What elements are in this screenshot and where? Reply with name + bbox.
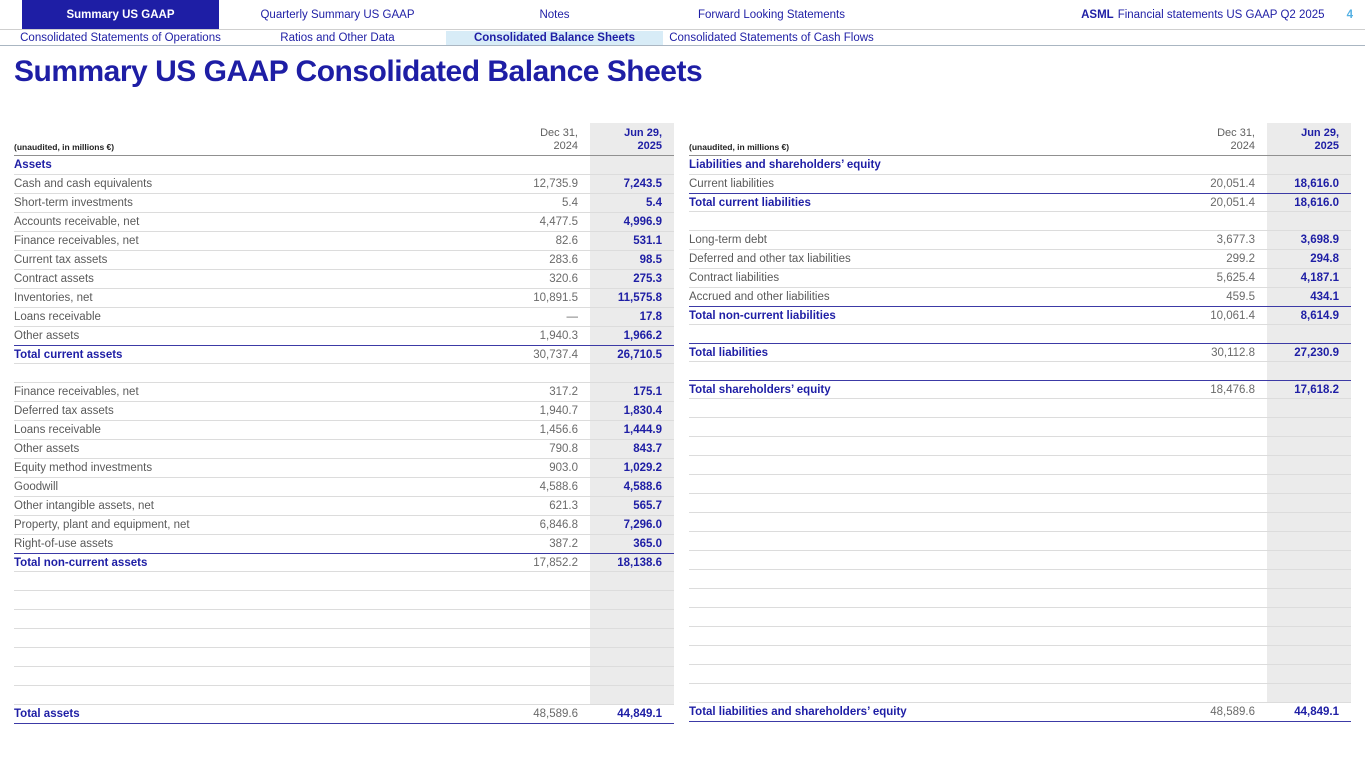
value-dec-2024	[470, 591, 590, 609]
value-jun-2025: 3,698.9	[1267, 231, 1351, 249]
value-dec-2024	[1147, 665, 1267, 683]
value-jun-2025: 843.7	[590, 440, 674, 458]
value-dec-2024: 48,589.6	[1210, 706, 1255, 718]
value-dec-2024: 790.8	[549, 443, 578, 455]
value-dec-2024: 459.5	[1226, 291, 1255, 303]
row-label	[689, 362, 1147, 380]
row-label: Accounts receivable, net	[14, 216, 140, 228]
liabilities-equity-table-body	[689, 156, 1351, 722]
table-row-item	[689, 250, 1351, 269]
assets-table	[14, 123, 674, 724]
row-label: Other assets	[14, 443, 80, 455]
subtab-label: Consolidated Balance Sheets	[473, 32, 636, 44]
value-jun-2025: 26,710.5	[590, 346, 674, 363]
value-jun-2025	[1267, 399, 1351, 417]
value-dec-2024	[1147, 437, 1267, 455]
value-dec-2024	[1147, 362, 1267, 380]
table-row-item	[14, 459, 674, 478]
value-jun-2025: 1,830.4	[590, 402, 674, 420]
row-label: Total assets	[14, 708, 80, 720]
value-dec-2024	[470, 686, 590, 704]
value-dec-2024	[1147, 418, 1267, 436]
column-header-dec-2024	[1147, 127, 1267, 155]
table-row-total	[689, 306, 1351, 325]
row-label: Assets	[14, 159, 52, 171]
value-jun-2025	[1267, 156, 1351, 174]
table-row-blank	[14, 648, 674, 667]
value-dec-2024	[1147, 551, 1267, 569]
value-jun-2025	[590, 648, 674, 666]
row-label: Long-term debt	[689, 234, 767, 246]
assets-table-header	[14, 123, 674, 156]
value-dec-2024	[470, 572, 590, 590]
table-row-blank	[689, 513, 1351, 532]
row-label	[689, 399, 1147, 417]
value-jun-2025	[1267, 589, 1351, 607]
value-dec-2024: 5.4	[562, 197, 578, 209]
row-label: Contract liabilities	[689, 272, 780, 284]
row-label: Deferred and other tax liabilities	[689, 253, 851, 265]
value-jun-2025: 4,996.9	[590, 213, 674, 231]
page-title: Summary US GAAP Consolidated Balance Sheets	[14, 55, 703, 88]
value-jun-2025	[1267, 494, 1351, 512]
row-label	[689, 437, 1147, 455]
value-dec-2024: 283.6	[549, 254, 578, 266]
table-row-item	[14, 213, 674, 232]
row-label	[689, 532, 1147, 550]
table-row-item	[14, 232, 674, 251]
row-label: Total current assets	[14, 349, 123, 361]
row-label	[689, 684, 1147, 702]
row-label: Equity method investments	[14, 462, 153, 474]
row-label	[689, 570, 1147, 588]
value-jun-2025: 4,187.1	[1267, 269, 1351, 287]
value-jun-2025	[590, 156, 674, 174]
value-jun-2025: 44,849.1	[1294, 706, 1339, 718]
secondary-tab-bar	[0, 31, 1365, 46]
table-row-item	[689, 231, 1351, 250]
table-row-item	[14, 383, 674, 402]
subtab-label: Consolidated Statements of Operations	[20, 32, 221, 44]
column-header-line: Jun 29,	[1301, 127, 1339, 139]
value-jun-2025	[1267, 608, 1351, 626]
table-row-blank	[689, 646, 1351, 665]
table-row-grand	[14, 705, 674, 724]
table-row-blank	[689, 665, 1351, 684]
row-label	[14, 610, 470, 628]
value-dec-2024	[1147, 399, 1267, 417]
subtab-ratios-and-other-data[interactable]	[229, 31, 446, 45]
row-label	[14, 686, 470, 704]
row-label	[689, 494, 1147, 512]
value-jun-2025: 18,138.6	[590, 554, 674, 571]
row-label: Inventories, net	[14, 292, 93, 304]
table-row-blank	[689, 325, 1351, 344]
value-jun-2025	[1267, 362, 1351, 380]
value-jun-2025	[1267, 532, 1351, 550]
value-jun-2025: 44,849.1	[617, 708, 662, 720]
value-dec-2024	[470, 364, 590, 382]
table-row-item	[14, 327, 674, 346]
row-label: Cash and cash equivalents	[14, 178, 153, 190]
table-row-blank	[689, 627, 1351, 646]
column-header-jun-2025	[590, 123, 674, 155]
value-jun-2025	[590, 591, 674, 609]
table-row-blank	[689, 456, 1351, 475]
value-dec-2024	[1147, 608, 1267, 626]
row-label	[14, 364, 470, 382]
column-header-line: 2025	[637, 140, 662, 152]
value-jun-2025	[1267, 325, 1351, 343]
primary-tab-bar	[0, 0, 1365, 30]
value-dec-2024: 3,677.3	[1216, 234, 1255, 246]
value-jun-2025: 434.1	[1267, 288, 1351, 306]
value-dec-2024: 17,852.2	[533, 557, 578, 569]
subtab-label: Consolidated Statements of Cash Flows	[669, 32, 874, 44]
value-jun-2025	[1267, 665, 1351, 683]
value-dec-2024	[1147, 570, 1267, 588]
table-row-item	[689, 269, 1351, 288]
table-row-item	[14, 478, 674, 497]
table-row-item	[14, 194, 674, 213]
row-label	[689, 608, 1147, 626]
row-label	[689, 551, 1147, 569]
table-row-blank	[689, 532, 1351, 551]
value-jun-2025	[1267, 627, 1351, 645]
value-dec-2024	[470, 156, 590, 174]
tab-notes[interactable]	[446, 0, 663, 29]
row-label	[14, 629, 470, 647]
table-row-grand	[689, 703, 1351, 722]
table-row-blank	[689, 475, 1351, 494]
table-row-blank	[14, 572, 674, 591]
assets-table-body	[14, 156, 674, 724]
row-label	[689, 212, 1147, 230]
table-row-blank	[14, 364, 674, 383]
table-row-blank	[689, 494, 1351, 513]
tab-label: Summary US GAAP	[66, 8, 175, 21]
value-dec-2024	[470, 667, 590, 685]
tab-summary-us-gaap[interactable]	[22, 0, 219, 29]
value-dec-2024	[470, 610, 590, 628]
column-header-dec-2024	[470, 127, 590, 155]
value-jun-2025: 5.4	[590, 194, 674, 212]
value-dec-2024	[1147, 589, 1267, 607]
subtab-consolidated-statements-of-operations[interactable]	[12, 31, 229, 45]
document-reference	[1081, 0, 1365, 29]
value-jun-2025: 275.3	[590, 270, 674, 288]
value-jun-2025	[590, 572, 674, 590]
table-row-item	[14, 421, 674, 440]
value-jun-2025	[590, 686, 674, 704]
value-dec-2024: 48,589.6	[533, 708, 578, 720]
value-jun-2025	[1267, 212, 1351, 230]
table-row-blank	[14, 591, 674, 610]
row-label: Other intangible assets, net	[14, 500, 154, 512]
table-row-total	[689, 380, 1351, 399]
column-header-line: Dec 31,	[1217, 127, 1255, 139]
value-dec-2024: 317.2	[549, 386, 578, 398]
value-dec-2024: 1,456.6	[539, 424, 578, 436]
row-label	[689, 589, 1147, 607]
table-row-item	[14, 516, 674, 535]
value-jun-2025	[1267, 646, 1351, 664]
brand-name: ASML	[1081, 8, 1114, 21]
table-row-item	[14, 535, 674, 554]
value-jun-2025: 11,575.8	[590, 289, 674, 307]
value-jun-2025: 18,616.0	[1267, 175, 1351, 193]
row-label: Finance receivables, net	[14, 235, 139, 247]
column-header-line: Jun 29,	[624, 127, 662, 139]
column-header-line: Dec 31,	[540, 127, 578, 139]
table-row-blank	[689, 684, 1351, 703]
value-jun-2025	[1267, 418, 1351, 436]
value-dec-2024	[1147, 684, 1267, 702]
value-dec-2024: 621.3	[549, 500, 578, 512]
row-label: Current liabilities	[689, 178, 775, 190]
value-jun-2025	[590, 667, 674, 685]
table-row-item	[14, 402, 674, 421]
row-label	[14, 667, 470, 685]
row-label: Loans receivable	[14, 311, 101, 323]
value-jun-2025: 17,618.2	[1267, 381, 1351, 398]
row-label	[689, 456, 1147, 474]
document-title: Financial statements US GAAP Q2 2025	[1117, 8, 1325, 21]
value-jun-2025: 4,588.6	[590, 478, 674, 496]
page-number: 4	[1346, 8, 1353, 21]
value-dec-2024	[1147, 627, 1267, 645]
value-dec-2024	[1147, 513, 1267, 531]
value-jun-2025: 175.1	[590, 383, 674, 401]
table-row-blank	[14, 610, 674, 629]
table-row-total	[14, 553, 674, 572]
value-dec-2024: 387.2	[549, 538, 578, 550]
value-dec-2024: 82.6	[555, 235, 578, 247]
table-row-item	[14, 289, 674, 308]
value-dec-2024: —	[566, 311, 578, 323]
table-row-item	[14, 270, 674, 289]
row-label: Contract assets	[14, 273, 94, 285]
row-label: Deferred tax assets	[14, 405, 114, 417]
value-jun-2025: 17.8	[590, 308, 674, 326]
value-dec-2024: 4,477.5	[539, 216, 578, 228]
value-jun-2025: 27,230.9	[1267, 344, 1351, 361]
table-row-blank	[689, 418, 1351, 437]
table-row-blank	[689, 589, 1351, 608]
row-label: Finance receivables, net	[14, 386, 139, 398]
value-jun-2025: 8,614.9	[1267, 307, 1351, 324]
value-dec-2024: 4,588.6	[539, 481, 578, 493]
subtab-label: Ratios and Other Data	[280, 32, 395, 44]
table-row-blank	[689, 551, 1351, 570]
value-dec-2024: 10,061.4	[1210, 310, 1255, 322]
table-row-item	[689, 288, 1351, 307]
table-row-blank	[689, 570, 1351, 589]
tab-label: Forward Looking Statements	[697, 8, 846, 21]
value-jun-2025: 98.5	[590, 251, 674, 269]
table-row-blank	[689, 399, 1351, 418]
value-dec-2024	[1147, 156, 1267, 174]
row-label: Right-of-use assets	[14, 538, 114, 550]
row-label: Other assets	[14, 330, 80, 342]
row-label: Loans receivable	[14, 424, 101, 436]
value-dec-2024	[1147, 212, 1267, 230]
value-dec-2024: 5,625.4	[1216, 272, 1255, 284]
table-row-total	[689, 343, 1351, 362]
row-label	[689, 325, 1147, 343]
value-dec-2024: 1,940.7	[539, 405, 578, 417]
value-jun-2025	[1267, 475, 1351, 493]
value-dec-2024	[1147, 456, 1267, 474]
row-label	[689, 513, 1147, 531]
value-dec-2024: 18,476.8	[1210, 384, 1255, 396]
value-jun-2025	[1267, 437, 1351, 455]
table-row-item	[14, 175, 674, 194]
table-row-total	[14, 345, 674, 364]
table-row-item	[14, 440, 674, 459]
value-dec-2024: 20,051.4	[1210, 197, 1255, 209]
table-row-item	[689, 175, 1351, 194]
table-row-section	[14, 156, 674, 175]
subtab-consolidated-statements-of-cash-flows[interactable]	[663, 31, 880, 45]
table-row-total	[689, 193, 1351, 212]
value-dec-2024	[1147, 325, 1267, 343]
column-header-jun-2025	[1267, 123, 1351, 155]
subtab-consolidated-balance-sheets[interactable]	[446, 31, 663, 45]
table-row-item	[14, 497, 674, 516]
tab-forward-looking-statements[interactable]	[663, 0, 880, 29]
value-dec-2024	[1147, 532, 1267, 550]
value-jun-2025	[1267, 684, 1351, 702]
table-row-blank	[14, 629, 674, 648]
value-jun-2025	[590, 364, 674, 382]
row-label: Total liabilities	[689, 347, 769, 359]
value-jun-2025	[590, 629, 674, 647]
unaudited-note: (unaudited, in millions €)	[14, 142, 115, 152]
value-dec-2024	[470, 629, 590, 647]
value-dec-2024: 1,940.3	[539, 330, 578, 342]
value-jun-2025: 565.7	[590, 497, 674, 515]
unaudited-note: (unaudited, in millions €)	[689, 142, 790, 152]
row-label	[14, 648, 470, 666]
table-row-blank	[14, 686, 674, 705]
value-dec-2024: 30,737.4	[533, 349, 578, 361]
table-row-section	[689, 156, 1351, 175]
row-label: Total non-current assets	[14, 557, 148, 569]
row-label	[689, 646, 1147, 664]
row-label: Property, plant and equipment, net	[14, 519, 190, 531]
value-jun-2025: 531.1	[590, 232, 674, 250]
row-label: Total current liabilities	[689, 197, 811, 209]
value-dec-2024: 6,846.8	[539, 519, 578, 531]
tab-label: Quarterly Summary US GAAP	[260, 8, 415, 21]
value-dec-2024	[470, 648, 590, 666]
row-label: Accrued and other liabilities	[689, 291, 830, 303]
value-dec-2024: 10,891.5	[533, 292, 578, 304]
tab-quarterly-summary-us-gaap[interactable]	[229, 0, 446, 29]
table-row-item	[14, 308, 674, 327]
value-jun-2025: 1,444.9	[590, 421, 674, 439]
value-dec-2024	[1147, 494, 1267, 512]
value-jun-2025	[1267, 551, 1351, 569]
table-row-blank	[14, 667, 674, 686]
value-jun-2025: 1,966.2	[590, 327, 674, 345]
value-jun-2025	[590, 610, 674, 628]
row-label: Total liabilities and shareholders’ equity	[689, 706, 907, 718]
table-row-blank	[689, 608, 1351, 627]
value-jun-2025: 7,296.0	[590, 516, 674, 534]
value-dec-2024: 30,112.8	[1211, 347, 1255, 359]
liabilities-equity-table-header	[689, 123, 1351, 156]
tab-label: Notes	[539, 8, 570, 21]
row-label	[689, 475, 1147, 493]
table-row-blank	[689, 437, 1351, 456]
value-jun-2025: 294.8	[1267, 250, 1351, 268]
liabilities-equity-table	[689, 123, 1351, 722]
value-jun-2025	[1267, 513, 1351, 531]
value-dec-2024	[1147, 646, 1267, 664]
table-row-blank	[689, 212, 1351, 231]
row-label: Current tax assets	[14, 254, 108, 266]
value-dec-2024: 299.2	[1226, 253, 1255, 265]
row-label	[689, 665, 1147, 683]
value-jun-2025	[1267, 456, 1351, 474]
table-row-blank	[689, 362, 1351, 381]
value-dec-2024: 12,735.9	[533, 178, 578, 190]
table-row-item	[14, 251, 674, 270]
column-header-line: 2025	[1314, 140, 1339, 152]
row-label: Short-term investments	[14, 197, 133, 209]
value-jun-2025	[1267, 570, 1351, 588]
column-header-line: 2024	[1230, 140, 1255, 152]
value-jun-2025: 365.0	[590, 535, 674, 553]
row-label: Total shareholders’ equity	[689, 384, 831, 396]
value-jun-2025: 7,243.5	[590, 175, 674, 193]
row-label: Total non-current liabilities	[689, 310, 836, 322]
value-dec-2024: 320.6	[549, 273, 578, 285]
column-header-line: 2024	[553, 140, 578, 152]
value-dec-2024: 20,051.4	[1210, 178, 1255, 190]
row-label	[689, 418, 1147, 436]
value-dec-2024	[1147, 475, 1267, 493]
row-label: Goodwill	[14, 481, 59, 493]
row-label: Liabilities and shareholders’ equity	[689, 159, 881, 171]
value-jun-2025: 18,616.0	[1267, 194, 1351, 211]
value-jun-2025: 1,029.2	[590, 459, 674, 477]
value-dec-2024: 903.0	[549, 462, 578, 474]
row-label	[689, 627, 1147, 645]
row-label	[14, 572, 470, 590]
row-label	[14, 591, 470, 609]
